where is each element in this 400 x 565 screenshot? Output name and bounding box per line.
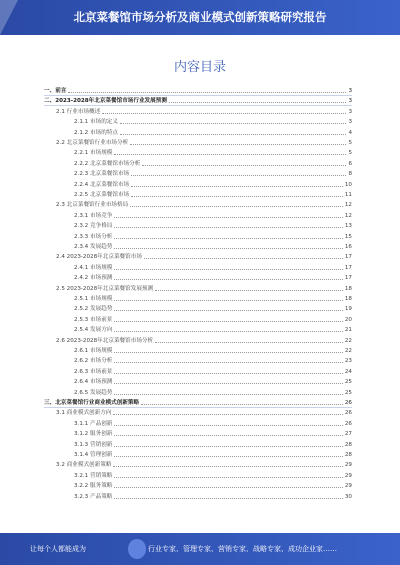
toc-leader-dots: [113, 465, 342, 467]
toc-entry[interactable]: [44, 336, 352, 345]
toc-leader-dots: [114, 216, 342, 218]
toc-leader-dots: [131, 174, 346, 176]
toc-entry[interactable]: [44, 86, 352, 96]
toc-leader-dots: [114, 309, 342, 311]
toc-entry-title: 2.3.4 发展趋势: [74, 244, 113, 250]
toc-entry-page: 22: [344, 348, 352, 354]
toc-entry-title: 3.1.4 管理创新: [74, 452, 113, 458]
toc-leader-dots: [141, 403, 343, 405]
toc-leader-dots: [114, 486, 342, 488]
toc-entry[interactable]: [44, 304, 352, 313]
toc-entry-page: 25: [344, 389, 352, 396]
toc-entry-title: 2.1.1 市场的定义: [74, 119, 118, 126]
toc-leader-dots: [114, 299, 342, 301]
toc-entry-page: 21: [344, 327, 352, 334]
toc-entry[interactable]: [44, 408, 352, 417]
toc-entry-page: 5: [348, 150, 352, 157]
toc-entry[interactable]: [44, 294, 352, 303]
toc-entry[interactable]: [44, 440, 352, 449]
toc-entry-page: 16: [344, 244, 352, 250]
toc-entry-page: 11: [344, 192, 352, 198]
toc-entry-page: 17: [344, 264, 352, 271]
toc-entry-title: 2.6.4 市场预测: [74, 379, 113, 386]
toc-entry[interactable]: [44, 429, 352, 438]
toc-entry[interactable]: [44, 128, 352, 137]
toc-entry-title: 2.3.3 市场分析: [74, 233, 113, 240]
toc-entry-title: 2.3 北京菜餐馆行业市场格局: [56, 202, 129, 209]
toc-entry-title: 三、北京菜餐馆行业商业模式创新策略: [44, 400, 140, 406]
toc-entry-title: 2.2 北京菜餐馆行业市场分析: [56, 140, 129, 146]
toc-entry[interactable]: [44, 419, 352, 428]
toc-entry[interactable]: [44, 148, 352, 157]
toc-entry-page: 3: [348, 119, 352, 126]
toc-entry[interactable]: [44, 232, 352, 241]
toc-entry-page: 12: [344, 212, 352, 219]
toc-entry-page: 5: [348, 140, 352, 146]
toc-entry-page: 8: [348, 171, 352, 178]
toc-entry-title: 2.5.2 发展趋势: [74, 306, 113, 313]
toc-entry[interactable]: [44, 492, 352, 501]
toc-entry-page: 26: [344, 410, 352, 417]
toc-entry[interactable]: [44, 356, 352, 365]
toc-entry-title: 2.2.5 北京菜餐馆市场: [74, 192, 130, 198]
toc-entry[interactable]: [44, 190, 352, 199]
toc-entry[interactable]: [44, 346, 352, 355]
toc-entry-title: 2.2.4 北京菜餐馆市场: [74, 181, 130, 188]
toc-leader-dots: [114, 497, 342, 499]
toc-entry-page: 3: [348, 108, 352, 115]
toc-entry-page: 17: [344, 275, 352, 282]
toc-entry[interactable]: [44, 211, 352, 220]
toc-leader-dots: [130, 205, 343, 207]
toc-entry[interactable]: [44, 117, 352, 126]
toc-leader-dots: [142, 164, 346, 166]
toc-entry[interactable]: [44, 481, 352, 490]
toc-leader-dots: [114, 153, 346, 155]
toc-leader-dots: [114, 382, 342, 384]
toc-entry[interactable]: [44, 325, 352, 334]
toc-entry-page: 3: [348, 98, 352, 105]
toc-leader-dots: [155, 289, 343, 291]
toc-entry-title: 2.4.1 市场规模: [74, 264, 113, 271]
toc-entry-page: 12: [344, 202, 352, 209]
toc-entry[interactable]: [44, 159, 352, 168]
toc-entry[interactable]: [44, 315, 352, 324]
toc-entry[interactable]: [44, 460, 352, 469]
toc-entry-page: 29: [344, 472, 352, 479]
toc-entry-title: 2.6.3 市场前景: [74, 368, 113, 375]
toc-leader-dots: [102, 112, 346, 114]
toc-entry-page: 20: [344, 316, 352, 323]
toc-entry-title: 3.1.3 营销创新: [74, 441, 113, 448]
toc-entry-title: 一、前言: [44, 88, 67, 94]
toc-leader-dots: [114, 237, 342, 239]
toc-entry[interactable]: [44, 377, 352, 386]
toc-leader-dots: [114, 330, 342, 332]
toc-entry-title: 二、2023-2028年北京菜餐馆市场行业发展预测: [44, 98, 167, 105]
toc-entry-page: 10: [344, 181, 352, 188]
toc-entry[interactable]: [44, 138, 352, 147]
toc-leader-dots: [114, 434, 342, 436]
toc-entry[interactable]: [44, 471, 352, 480]
toc-leader-dots: [114, 361, 342, 363]
toc-leader-dots: [130, 143, 346, 145]
toc-entry[interactable]: [44, 96, 352, 106]
toc-entry-page: 3: [348, 88, 352, 94]
toc-entry-page: 18: [344, 285, 352, 292]
toc-entry-page: 25: [344, 379, 352, 386]
toc-leader-dots: [131, 185, 343, 187]
toc-entry-title: 2.2.1 市场规模: [74, 150, 113, 157]
toc-entry-title: 2.5 2023-2028年北京菜餐馆发展预测: [56, 285, 154, 292]
toc-entry[interactable]: [44, 107, 352, 116]
toc-leader-dots: [114, 320, 342, 322]
toc-entry-title: 2.5.4 发展方向: [74, 327, 113, 334]
toc-entry-title: 2.3.1 市场竞争: [74, 212, 113, 219]
toc-leader-dots: [113, 413, 342, 415]
toc-entry-page: 13: [344, 223, 352, 230]
toc-leader-dots: [131, 195, 343, 197]
toc-entry[interactable]: [44, 200, 352, 209]
toc-entry-title: 2.3.2 竞争格局: [74, 223, 113, 230]
toc-entry-page: 15: [344, 233, 352, 240]
toc-leader-dots: [120, 133, 346, 135]
page-header: [0, 0, 400, 35]
toc-leader-dots: [155, 341, 343, 343]
toc-entry[interactable]: [44, 398, 352, 408]
toc-entry-page: 18: [344, 296, 352, 302]
toc-entry-page: 29: [344, 462, 352, 469]
toc-leader-dots: [114, 278, 342, 280]
toc-entry-title: 2.6.5 发展趋势: [74, 389, 113, 396]
toc-entry-page: 17: [344, 254, 352, 261]
toc-entry[interactable]: [44, 450, 352, 459]
toc-entry-title: 2.1.2 市场的特点: [74, 129, 118, 136]
toc-entry-title: 2.5.3 市场前景: [74, 316, 113, 323]
toc-entry[interactable]: [44, 388, 352, 397]
toc-entry-title: 2.1 行业市场概述: [56, 108, 101, 115]
toc-entry-page: 4: [348, 129, 352, 136]
toc-leader-dots: [120, 122, 346, 124]
toc-leader-dots: [114, 247, 342, 249]
toc-entry[interactable]: [44, 284, 352, 293]
table-of-contents: [44, 86, 352, 506]
toc-entry-title: 2.6.1 市场规模: [74, 348, 113, 354]
toc-entry-page: 26: [344, 400, 352, 406]
toc-entry-page: 23: [344, 358, 352, 365]
toc-leader-dots: [114, 476, 342, 478]
toc-entry-page: 24: [344, 368, 352, 375]
footer-roles: 行业专家、管理专家、营销专家、战略专家、成功企业家……: [148, 545, 337, 553]
toc-entry-title: 3.1 商业模式创新方向: [56, 410, 112, 417]
footer-slogan: 让每个人都能成为: [30, 545, 86, 553]
toc-entry-title: 3.2.1 营销策略: [74, 472, 113, 479]
toc-leader-dots: [114, 372, 342, 374]
toc-entry[interactable]: [44, 273, 352, 282]
toc-entry-title: 2.2.2 北京菜餐馆市场分析: [74, 160, 141, 167]
toc-leader-dots: [114, 226, 342, 228]
toc-entry-page: 6: [348, 160, 352, 167]
toc-heading: 内容目录: [173, 60, 226, 75]
toc-entry[interactable]: [44, 242, 352, 251]
toc-entry-page: 22: [344, 337, 352, 344]
toc-entry-title: 2.4.2 市场预测: [74, 275, 113, 282]
toc-entry-page: 29: [344, 483, 352, 490]
toc-entry-title: 2.6.2 市场分析: [74, 358, 113, 365]
toc-entry-title: 3.2.3 产品策略: [74, 493, 113, 500]
toc-entry-page: 27: [344, 431, 352, 438]
toc-entry-title: 3.2 商业模式创新策略: [56, 462, 112, 469]
toc-entry-page: 30: [344, 493, 352, 500]
toc-leader-dots: [144, 257, 343, 259]
toc-entry-title: 3.1.1 产品创新: [74, 420, 113, 427]
toc-entry-page: 19: [344, 306, 352, 313]
toc-entry[interactable]: [44, 221, 352, 230]
toc-leader-dots: [114, 455, 342, 457]
toc-leader-dots: [114, 351, 342, 353]
toc-leader-dots: [114, 445, 342, 447]
toc-entry[interactable]: [44, 252, 352, 261]
toc-leader-dots: [114, 268, 342, 270]
toc-entry-title: 2.4 2023-2028年北京菜餐馆市场: [56, 254, 142, 261]
toc-entry-title: 3.1.2 服务创新: [74, 431, 113, 438]
report-title: 北京菜餐馆市场分析及商业模式创新策略研究报告: [73, 10, 327, 24]
toc-leader-dots: [68, 91, 346, 93]
toc-entry-page: 28: [344, 452, 352, 458]
toc-leader-dots: [114, 424, 342, 426]
toc-leader-dots: [114, 393, 342, 395]
toc-entry[interactable]: [44, 367, 352, 376]
toc-entry[interactable]: [44, 169, 352, 178]
toc-entry-title: 2.5.1 市场规模: [74, 296, 113, 302]
toc-leader-dots: [169, 101, 346, 103]
page-footer: [0, 533, 400, 565]
toc-entry-page: 26: [344, 420, 352, 427]
toc-entry-page: 28: [344, 441, 352, 448]
toc-entry-title: 2.6 2023-2028年北京菜餐馆市场分析: [56, 337, 154, 344]
toc-entry[interactable]: [44, 263, 352, 272]
toc-entry-title: 3.2.2 服务策略: [74, 483, 113, 490]
footer-badge-icon: [128, 539, 146, 559]
toc-entry[interactable]: [44, 180, 352, 189]
toc-entry-title: 2.2.3 北京菜餐馆市场: [74, 171, 130, 178]
